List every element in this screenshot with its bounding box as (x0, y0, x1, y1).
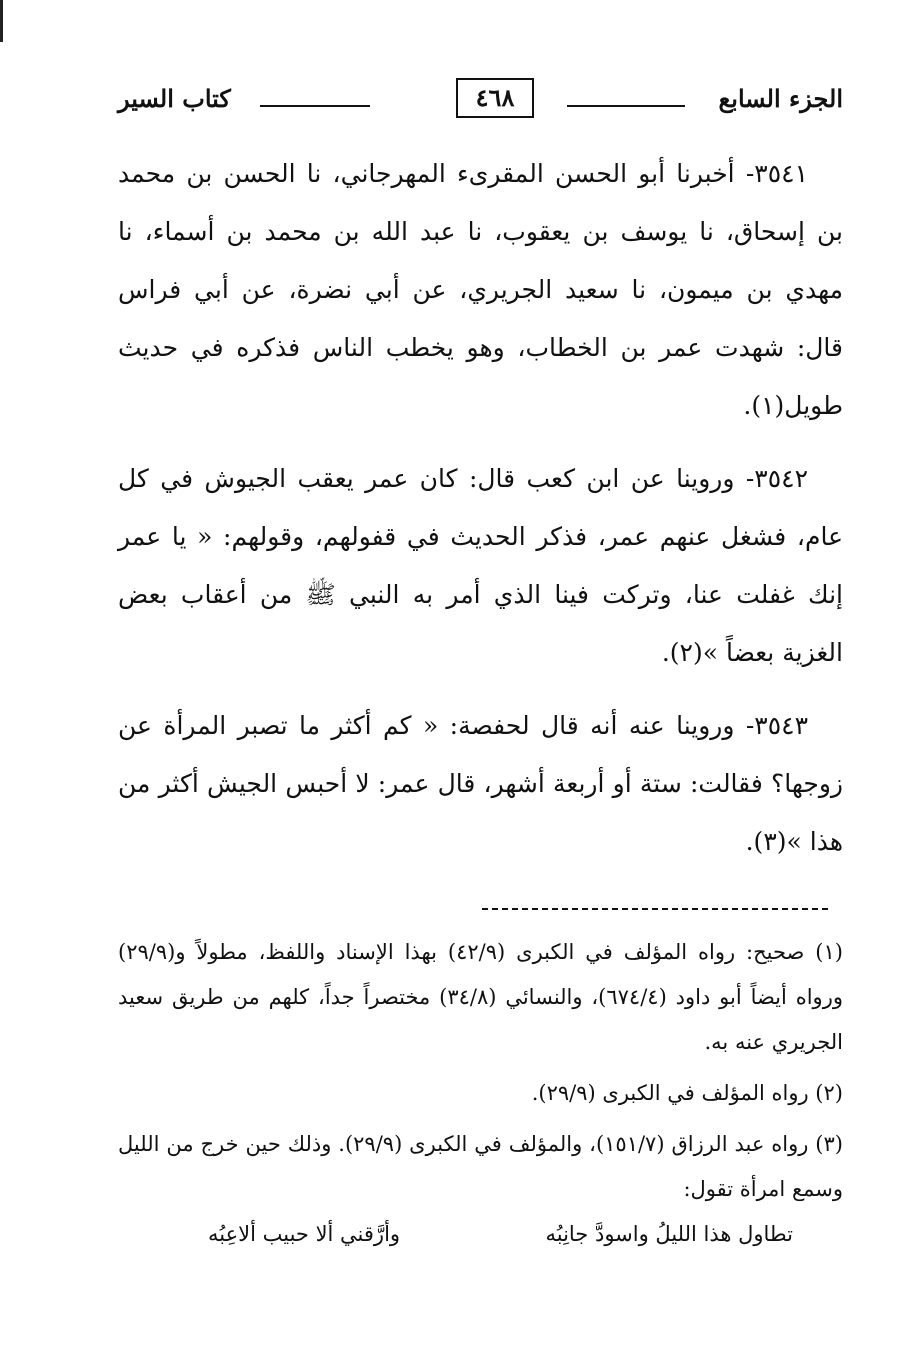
hadith-3542: ٣٥٤٢- وروينا عن ابن كعب قال: كان عمر يعقب الجيوش في كل عام، فشغل عنهم عمر، فذكر الحديث في قفولهم، وقولهم: « يا عمر إنك غفلت عنا، وتركت فينا الذي أمر به النبي ﷺ من أعقاب بعض الغزية بعضاً »(٢). (118, 464, 843, 667)
page-edge-mark (0, 0, 3, 42)
book-title: كتاب السير (118, 84, 231, 113)
footnote-separator (482, 908, 828, 910)
header-rule (260, 105, 370, 107)
header-rule (567, 105, 685, 107)
page-header (118, 78, 843, 122)
footnotes (118, 930, 843, 1257)
main-text (118, 145, 843, 886)
part-title: الجزء السابع (718, 84, 843, 113)
verse-second-half: وأرَّقني ألا حبيب ألاعِبُه (208, 1222, 401, 1246)
verse-first-half: تطاول هذا الليلُ واسودَّ جانِبُه (545, 1222, 793, 1246)
footnote-3: (٣) رواه عبد الرزاق (١٥١/٧)، والمؤلف في الكبرى (٢٩/٩). وذلك حين خرج من الليل وسمع امرأة تقول: (118, 1132, 843, 1201)
hadith-3543: ٣٥٤٣- وروينا عنه أنه قال لحفصة: « كم أكثر ما تصبر المرأة عن زوجها؟ فقالت: ستة أو أربعة أشهر، قال عمر: لا أحبس الجيش أكثر من هذا »(٣). (118, 711, 843, 856)
hadith-3541: ٣٥٤١- أخبرنا أبو الحسن المقرىء المهرجاني، نا الحسن بن محمد بن إسحاق، نا يوسف بن يعقوب، نا عبد الله بن محمد بن أسماء، نا مهدي بن ميمون، نا سعيد الجريري، عن أبي نضرة، عن أبي فراس قال: شهدت عمر بن الخطاب، وهو يخطب الناس فذكره في حديث طويل(١). (118, 159, 843, 420)
poem-verse (118, 1212, 843, 1257)
footnote-1: (١) صحيح: رواه المؤلف في الكبرى (٤٢/٩) بهذا الإسناد واللفظ، مطولاً و(٢٩/٩) ورواه أيضاً أبو داود (٦٧٤/٤)، والنسائي (٣٤/٨) مختصراً جداً، كلهم من طريق سعيد الجريري عنه به. (118, 940, 843, 1054)
footnote-2: (٢) رواه المؤلف في الكبرى (٢٩/٩). (531, 1081, 843, 1105)
page-number: ٤٦٨ (456, 78, 534, 118)
